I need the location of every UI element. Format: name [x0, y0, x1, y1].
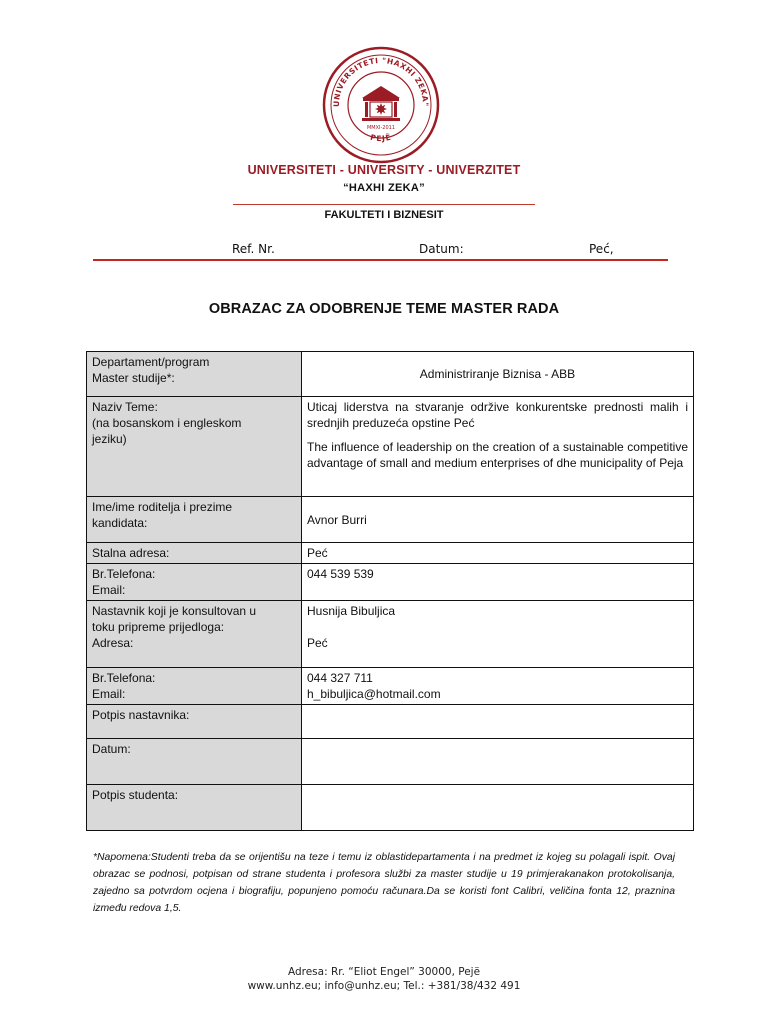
- student-signature-label: Potpis studenta:: [87, 785, 302, 831]
- theme-label-line1: Naziv Teme:: [92, 400, 158, 414]
- theme-label: [87, 397, 302, 497]
- advisor-contact-value: [302, 668, 694, 705]
- advisor-contact-label: [87, 668, 302, 705]
- university-line-text: UNIVERSITETI - UNIVERSITY - UNIVERZITET: [247, 163, 521, 177]
- svg-text:UNIVERSITETI "HAXHI ZEKA": UNIVERSITETI "HAXHI ZEKA": [331, 55, 431, 108]
- svg-text:MMXI-2011: MMXI-2011: [366, 125, 396, 131]
- email-label: Email:: [92, 583, 126, 597]
- university-seal-logo: [322, 46, 440, 164]
- phone-value: 044 539 539: [302, 564, 694, 601]
- theme-value-bosnian: Uticaj liderstva na stvaranje održive konkurentske prednosti malih i srednjih preduzeća opstine Peć: [307, 400, 688, 430]
- row-address: [87, 543, 694, 564]
- theme-label-line3: jeziku): [92, 432, 127, 446]
- row-teacher-signature: [87, 705, 694, 739]
- row-advisor-contact: [87, 668, 694, 705]
- row-student-signature: [87, 785, 694, 831]
- address-label: Stalna adresa:: [87, 543, 302, 564]
- teacher-signature-field[interactable]: [302, 705, 694, 739]
- university-name: “HAXHI ZEKA”: [343, 182, 425, 194]
- row-date: [87, 739, 694, 785]
- row-theme: [87, 397, 694, 497]
- phone-email-label: [87, 564, 302, 601]
- advisor-address: Peć: [307, 636, 328, 650]
- advisor-label-line2: toku pripreme prijedloga:: [92, 620, 225, 634]
- university-line: [0, 163, 768, 177]
- student-signature-field[interactable]: [302, 785, 694, 831]
- theme-value-english: The influence of leadership on the creation of a sustainable competitive advantage of small and medium enterprises of dhe municipality of Peja: [307, 440, 688, 470]
- department-label: [87, 352, 302, 397]
- footer-address: Adresa: Rr. “Eliot Engel” 30000, Pejë: [287, 966, 481, 978]
- theme-label-line2: (na bosanskom i engleskom: [92, 416, 242, 430]
- department-label-line1: Departament/program: [92, 355, 210, 369]
- header-divider: [233, 204, 535, 205]
- advisor-email-label: Email:: [92, 687, 126, 701]
- teacher-signature-label: Potpis nastavnika:: [87, 705, 302, 739]
- advisor-name: Husnija Bibuljica: [307, 604, 396, 618]
- candidate-value: Avnor Burri: [302, 497, 694, 543]
- row-candidate: [87, 497, 694, 543]
- svg-text:PEJË: PEJË: [369, 132, 393, 144]
- advisor-label-line1: Nastavnik koji je konsultovan u: [92, 604, 257, 618]
- date-field-label: Datum:: [87, 739, 302, 785]
- advisor-label-line3: Adresa:: [92, 636, 134, 650]
- phone-label: Br.Telefona:: [92, 567, 156, 581]
- faculty-name: FAKULTETI I BIZNESIT: [324, 209, 444, 221]
- row-phone: [87, 564, 694, 601]
- footnote: *Napomena:Studenti treba da se orijentišu na teze i temu iz oblastidepartamenta i na predmet iz kojeg su polagali ispit. Ovaj obrazac se podnosi, potpisan od strane studenta i profesora službi za master studije u 19 primjerakanakon protokolisanja, zajedno sa potvrdom ocjena i biografiju, popunjeno pomoću računara.Da se koristi font Calibri, veličina fonta 12, praznina između redova 1,5.: [93, 852, 675, 914]
- header-red-rule: [93, 259, 668, 261]
- date-label: Datum:: [419, 242, 464, 256]
- theme-value: [302, 397, 694, 497]
- page-title: OBRAZAC ZA ODOBRENJE TEME MASTER RADA: [208, 301, 560, 317]
- row-department: [87, 352, 694, 397]
- page-footer: [0, 965, 768, 993]
- ref-number-label: Ref. Nr.: [232, 242, 275, 256]
- candidate-label: [87, 497, 302, 543]
- candidate-label-line1: Ime/ime roditelja i prezime: [92, 500, 233, 514]
- advisor-phone-label: Br.Telefona:: [92, 671, 156, 685]
- footer-contacts: www.unhz.eu; info@unhz.eu; Tel.: +381/38/432 491: [247, 980, 521, 992]
- date-field[interactable]: [302, 739, 694, 785]
- advisor-email: h_bibuljica@hotmail.com: [307, 687, 441, 701]
- advisor-value: [302, 601, 694, 668]
- place-label: Peć,: [589, 242, 614, 256]
- row-advisor: [87, 601, 694, 668]
- advisor-label: [87, 601, 302, 668]
- advisor-phone: 044 327 711: [307, 671, 373, 685]
- candidate-label-line2: kandidata:: [92, 516, 148, 530]
- department-value: Administriranje Biznisa - ABB: [302, 352, 694, 397]
- department-label-line2: Master studije*:: [92, 371, 175, 385]
- approval-form-table: [86, 351, 694, 831]
- address-value: Peć: [302, 543, 694, 564]
